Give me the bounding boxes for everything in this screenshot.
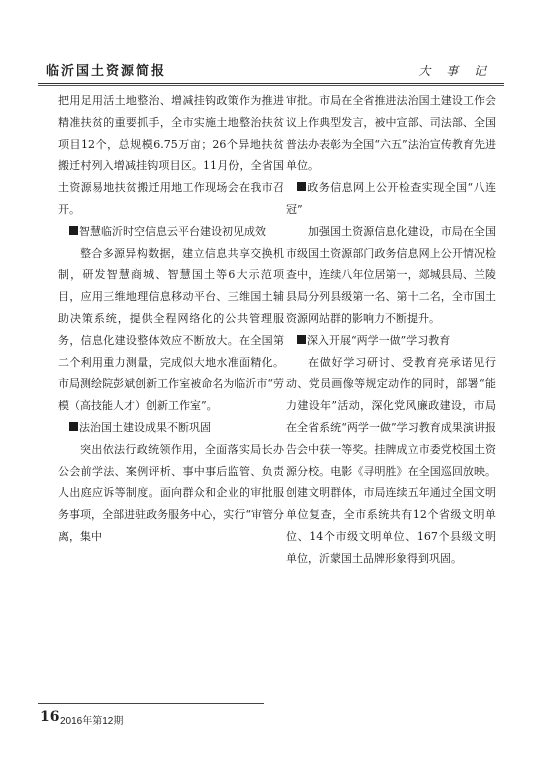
body-paragraph: 加强国土资源信息化建设，市局在全国市级国土资源部门政务信息网上公开情况检查中，连续八年位居第一，郯城县局、兰陵县局分列县级第一名、第十二名，全市国土资源网站群的影响力不断提升。: [286, 224, 496, 325]
page-number: 16: [40, 709, 60, 725]
heading-text: 智慧临沂时空信息云平台建设初见成效: [79, 224, 266, 238]
body-paragraph: 整合多源异构数据，建立信息共享交换机制，研发智慧商城、智慧国土等6大示范项目，应用三维地理信息移动平台、三维国土辅助决策系统，提供全程网络化的公共管理服务，信息化建设整体效应不断放大。在全国第二个利用重力测量，完成似大地水准面精化。市局测绘院彭斌创新工作室被命名为临沂市“劳模（高技能人才）创新工作室”。: [58, 246, 284, 413]
left-column: [58, 90, 284, 548]
section-heading: [286, 177, 496, 221]
newsletter-logo: 临沂国土资源简报: [46, 64, 167, 79]
square-bullet-icon: [69, 422, 78, 431]
section-heading: [58, 221, 284, 243]
body-paragraph: 把用足用活土地整治、增减挂钩政策作为推进精准扶贫的重要抓手，全市实施土地整治扶贫项目12个，总规模6.75万亩；26个异地扶贫搬迁村列入增减挂钩项目区。11月份，全省国土资源易地扶贫搬迁用地工作现场会在我市召开。: [58, 94, 284, 216]
right-column: [286, 90, 496, 570]
section-title: 大 事 记: [418, 64, 492, 78]
section-heading: [58, 417, 284, 439]
square-bullet-icon: [297, 182, 306, 191]
footer-rule: [38, 703, 264, 704]
header-rule: [38, 83, 504, 86]
square-bullet-icon: [297, 335, 306, 344]
heading-text: 法治国土建设成果不断巩固: [79, 420, 211, 434]
body-paragraph: 审批。市局在全省推进法治国土建设工作会议上作典型发言，被中宣部、司法部、全国普法办表彰为全国“六五”法治宣传教育先进单位。: [286, 94, 496, 173]
square-bullet-icon: [69, 226, 78, 235]
body-paragraph: 突出依法行政统领作用，全面落实局长办公会前学法、案例评析、事中事后监管、负责人出庭应诉等制度。面向群众和企业的审批服务事项，全部进驻政务服务中心，实行“审管分离，集中: [58, 442, 284, 543]
section-heading: [286, 330, 496, 352]
body-paragraph: 在做好学习研讨、受教育亮承诺见行动、党员画像等规定动作的同时，部署“能力建设年”活动，深化党风廉政建设，市局在全省系统“两学一做”学习教育成果演讲报告会中获一等奖。挂牌成立市委党校国土资源分校。电影《寻明胜》在全国巡回放映。创建文明群体，市局连续五年通过全国文明单位复查，全市系统共有12个省级文明单位、14个市级文明单位、167个县级文明单位，沂蒙国土品牌形象得到巩固。: [286, 355, 496, 565]
heading-text: 深入开展“两学一做”学习教育: [307, 333, 451, 347]
issue-label: 2016年第12期: [60, 716, 124, 727]
heading-text: 政务信息网上公开检查实现全国“八连冠”: [286, 181, 496, 216]
